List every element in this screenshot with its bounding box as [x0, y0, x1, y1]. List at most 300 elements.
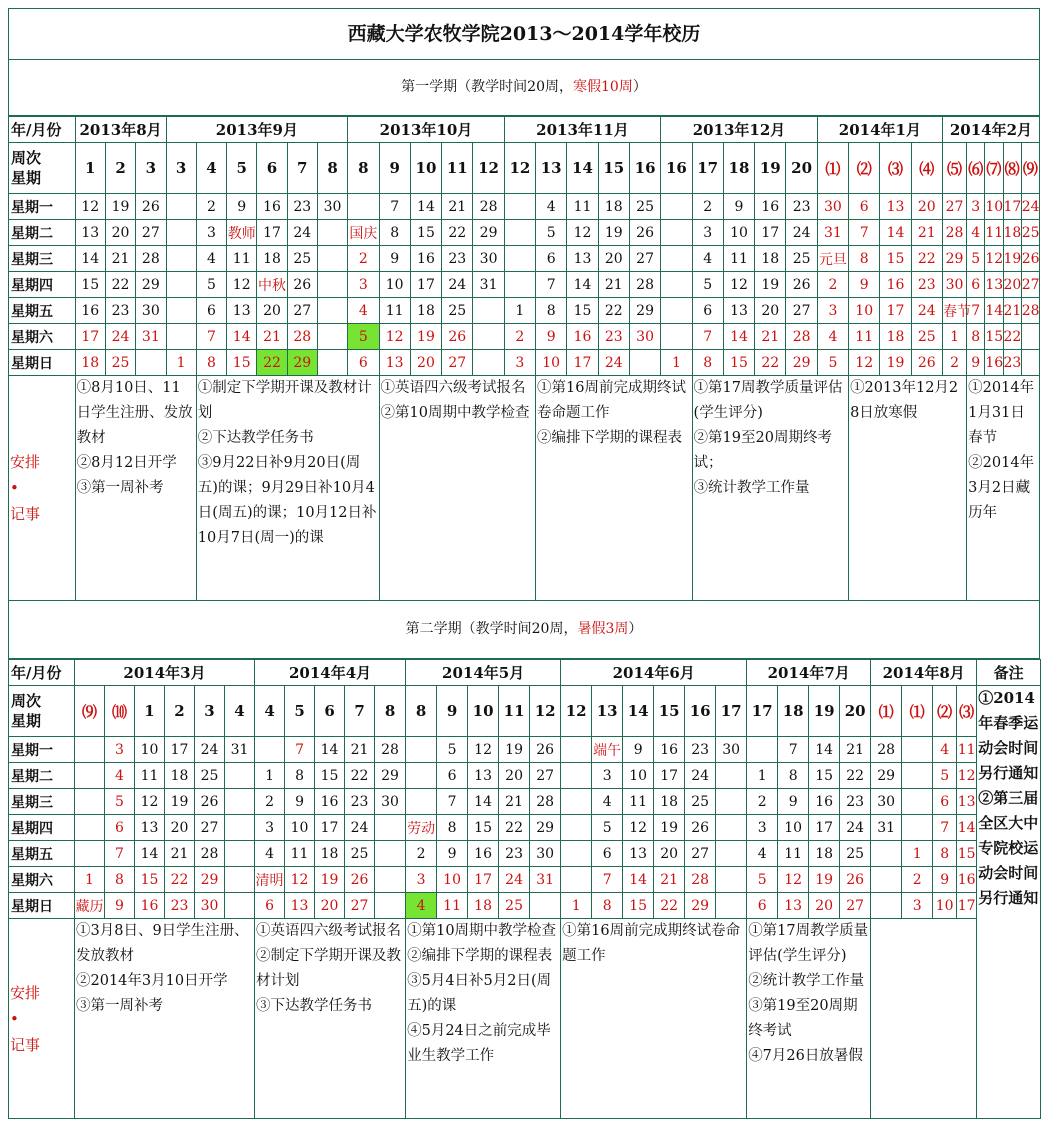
- week-label: 周次: [11, 149, 42, 167]
- day-cell: [225, 841, 255, 867]
- day-cell: 15: [809, 763, 840, 789]
- weekday-label: 星期三: [9, 246, 76, 272]
- page-title: 西藏大学农牧学院2013～2014学年校历: [8, 8, 1040, 60]
- day-cell: 20: [257, 298, 287, 324]
- day-cell: [225, 763, 255, 789]
- day-cell: 24: [442, 272, 473, 298]
- day-cell: [661, 324, 692, 350]
- day-cell: [406, 737, 437, 763]
- day-cell: 12: [849, 350, 880, 376]
- day-cell: 20: [911, 194, 942, 220]
- remark-item: ②第三届全区大中专院校运动会时间另行通知: [978, 789, 1039, 907]
- day-cell: 10: [379, 272, 410, 298]
- day-cell: [317, 246, 347, 272]
- day-cell: 4: [967, 220, 985, 246]
- week-number: 19: [755, 143, 786, 194]
- week-number: 10: [468, 686, 499, 737]
- day-cell: 4: [933, 737, 957, 763]
- day-cell: 17: [1003, 194, 1021, 220]
- week-number: ⑺: [985, 143, 1003, 194]
- day-cell: 25: [1021, 220, 1039, 246]
- week-number: ⑷: [911, 143, 942, 194]
- week-number: ⑴: [817, 143, 848, 194]
- month-header: 2014年7月: [747, 660, 871, 686]
- day-cell: [716, 841, 747, 867]
- day-cell: 7: [849, 220, 880, 246]
- arrange-label-line: •: [10, 1009, 19, 1028]
- day-cell: 3: [255, 815, 285, 841]
- day-cell: 2: [692, 194, 723, 220]
- day-cell: 4: [255, 841, 285, 867]
- day-cell: [561, 815, 592, 841]
- day-cell: 30: [716, 737, 747, 763]
- week-number: 8: [348, 143, 379, 194]
- day-cell: [504, 272, 535, 298]
- day-cell: 17: [880, 298, 911, 324]
- day-cell: 15: [985, 324, 1003, 350]
- day-cell: 3: [196, 220, 226, 246]
- day-cell: [661, 298, 692, 324]
- day-cell: [504, 220, 535, 246]
- day-cell: 16: [567, 324, 598, 350]
- day-cell: 19: [755, 272, 786, 298]
- day-cell: 15: [75, 272, 105, 298]
- day-cell: 9: [723, 194, 754, 220]
- day-cell: 29: [786, 350, 817, 376]
- note-item: ①制定下学期开课及教材计划: [197, 380, 372, 421]
- day-cell: 20: [105, 220, 135, 246]
- day-cell: [716, 789, 747, 815]
- week-number: 3: [166, 143, 196, 194]
- day-cell: [902, 737, 933, 763]
- day-cell: [902, 789, 933, 815]
- day-cell: 26: [629, 220, 660, 246]
- month-notes: [692, 376, 849, 601]
- day-cell: 19: [410, 324, 441, 350]
- day-cell: 29: [871, 763, 902, 789]
- day-cell: 22: [257, 350, 287, 376]
- day-cell: [661, 194, 692, 220]
- day-cell: 9: [536, 324, 567, 350]
- day-cell: 13: [227, 298, 257, 324]
- day-cell: 10: [536, 350, 567, 376]
- day-cell: 6: [692, 298, 723, 324]
- week-number: 10: [410, 143, 441, 194]
- day-cell: 1: [902, 841, 933, 867]
- day-cell: [75, 763, 105, 789]
- note-item: ③第一周补考: [76, 480, 164, 496]
- day-cell: 清明: [255, 867, 285, 893]
- day-cell: 23: [786, 194, 817, 220]
- day-cell: 13: [285, 893, 315, 919]
- day-cell: 16: [880, 272, 911, 298]
- week-number: 2: [165, 686, 195, 737]
- week-number: 9: [379, 143, 410, 194]
- day-cell: [317, 220, 347, 246]
- day-cell: 19: [880, 350, 911, 376]
- day-cell: 2: [942, 350, 966, 376]
- day-cell: 22: [105, 272, 135, 298]
- week-number: 5: [285, 686, 315, 737]
- day-cell: 10: [285, 815, 315, 841]
- day-cell: 18: [880, 324, 911, 350]
- week-number: 8: [317, 143, 347, 194]
- day-cell: [375, 893, 406, 919]
- semester2-heading-vacation: 暑假3周: [577, 621, 629, 637]
- day-cell: 10: [623, 763, 654, 789]
- day-cell: 25: [345, 841, 375, 867]
- day-cell: 13: [985, 272, 1003, 298]
- day-cell: 30: [136, 298, 166, 324]
- day-cell: 25: [786, 246, 817, 272]
- day-cell: [1021, 350, 1039, 376]
- month-notes: [536, 376, 693, 601]
- day-cell: 20: [1003, 272, 1021, 298]
- day-cell: 18: [809, 841, 840, 867]
- week-day-label: [9, 143, 76, 194]
- note-item: ②统计教学工作量: [748, 973, 865, 989]
- day-cell: 7: [379, 194, 410, 220]
- day-cell: 28: [786, 324, 817, 350]
- day-cell: 27: [287, 298, 317, 324]
- day-cell: 3: [692, 220, 723, 246]
- day-cell: 2: [348, 246, 379, 272]
- day-cell: [75, 841, 105, 867]
- week-number: 6: [257, 143, 287, 194]
- day-cell: 22: [442, 220, 473, 246]
- day-cell: 20: [654, 841, 685, 867]
- note-item: ②下达教学任务书: [197, 430, 314, 446]
- week-number: 9: [437, 686, 468, 737]
- day-cell: 9: [967, 350, 985, 376]
- month-notes: [406, 919, 561, 1119]
- day-cell: [225, 893, 255, 919]
- day-cell: [716, 763, 747, 789]
- day-cell: 31: [136, 324, 166, 350]
- week-number: ⑴: [902, 686, 933, 737]
- day-cell: 23: [911, 272, 942, 298]
- day-cell: 中秋: [257, 272, 287, 298]
- day-cell: 27: [530, 763, 561, 789]
- day-cell: 24: [195, 737, 225, 763]
- day-cell: 12: [567, 220, 598, 246]
- day-cell: 28: [195, 841, 225, 867]
- day-cell: 14: [410, 194, 441, 220]
- day-cell: 8: [592, 893, 623, 919]
- day-cell: 17: [75, 324, 105, 350]
- day-cell: 27: [629, 246, 660, 272]
- semester2-heading: [8, 601, 1040, 659]
- day-cell: 8: [849, 246, 880, 272]
- day-cell: 11: [778, 841, 809, 867]
- day-cell: [871, 893, 902, 919]
- week-number: 19: [809, 686, 840, 737]
- semester2-heading-prefix: 第二学期（教学时间20周，: [405, 621, 578, 637]
- month-notes: [561, 919, 747, 1119]
- day-cell: 17: [257, 220, 287, 246]
- day-cell: 18: [1003, 220, 1021, 246]
- day-cell: 20: [499, 763, 530, 789]
- remark-header: 备注: [977, 660, 1041, 686]
- week-number: ⑸: [942, 143, 966, 194]
- day-cell: [375, 815, 406, 841]
- day-cell: 19: [165, 789, 195, 815]
- note-item: ②第10周期中教学检查: [380, 405, 530, 421]
- day-cell: 7: [967, 298, 985, 324]
- day-cell: 6: [105, 815, 135, 841]
- day-cell: 9: [849, 272, 880, 298]
- day-cell: 14: [723, 324, 754, 350]
- day-cell: [317, 324, 347, 350]
- note-item: ③第19至20周期终考试: [748, 998, 858, 1039]
- month-notes: [196, 376, 379, 601]
- month-notes: [871, 919, 977, 1119]
- day-cell: [902, 763, 933, 789]
- week-number: 4: [196, 143, 226, 194]
- day-cell: 16: [75, 298, 105, 324]
- month-header: 2014年3月: [75, 660, 255, 686]
- day-cell: 3: [348, 272, 379, 298]
- day-cell: 21: [598, 272, 629, 298]
- day-cell: 28: [629, 272, 660, 298]
- day-cell: 劳动: [406, 815, 437, 841]
- day-cell: [871, 867, 902, 893]
- day-cell: 4: [536, 194, 567, 220]
- note-item: ①第17周教学质量评估(学生评分): [748, 923, 869, 964]
- day-cell: 15: [315, 763, 345, 789]
- semester1-heading-vacation: 寒假10周: [573, 79, 633, 95]
- day-cell: 2: [747, 789, 778, 815]
- weekday-label: 星期五: [9, 298, 76, 324]
- day-cell: [225, 789, 255, 815]
- day-cell: [225, 815, 255, 841]
- day-cell: 23: [598, 324, 629, 350]
- day-cell: 30: [629, 324, 660, 350]
- day-cell: 13: [880, 194, 911, 220]
- day-cell: 14: [957, 815, 977, 841]
- month-notes: [379, 376, 536, 601]
- day-cell: 16: [468, 841, 499, 867]
- day-cell: 21: [840, 737, 871, 763]
- day-cell: 12: [379, 324, 410, 350]
- day-cell: [317, 298, 347, 324]
- arrange-label-line: 安排: [10, 983, 41, 1002]
- day-cell: 13: [135, 815, 165, 841]
- day-cell: 21: [755, 324, 786, 350]
- day-cell: 27: [840, 893, 871, 919]
- day-cell: 5: [747, 867, 778, 893]
- day-cell: 31: [530, 867, 561, 893]
- note-item: ①8月10日、11日学生注册、发放教材: [76, 380, 193, 446]
- day-cell: 8: [692, 350, 723, 376]
- day-cell: 30: [473, 246, 504, 272]
- note-item: ②2014年3月2日藏历年: [968, 455, 1035, 521]
- note-item: ③第一周补考: [76, 998, 163, 1014]
- day-cell: 28: [287, 324, 317, 350]
- day-cell: 12: [227, 272, 257, 298]
- day-cell: 14: [567, 272, 598, 298]
- day-cell: [75, 815, 105, 841]
- day-cell: 10: [849, 298, 880, 324]
- month-notes: [849, 376, 967, 601]
- day-cell: 2: [196, 194, 226, 220]
- day-cell: 7: [592, 867, 623, 893]
- day-cell: 23: [345, 789, 375, 815]
- day-cell: 22: [499, 815, 530, 841]
- week-number: ⑼: [75, 686, 105, 737]
- day-cell: 26: [530, 737, 561, 763]
- day-cell: 4: [747, 841, 778, 867]
- weekday-label: 星期六: [9, 324, 76, 350]
- day-cell: 27: [942, 194, 966, 220]
- day-cell: 19: [809, 867, 840, 893]
- day-cell: 23: [105, 298, 135, 324]
- month-header: 2014年6月: [561, 660, 747, 686]
- day-cell: 25: [105, 350, 135, 376]
- day-cell: [871, 841, 902, 867]
- month-header: 2014年5月: [406, 660, 561, 686]
- day-cell: 24: [786, 220, 817, 246]
- day-cell: 17: [315, 815, 345, 841]
- week-number: 1: [75, 143, 105, 194]
- day-cell: 8: [778, 763, 809, 789]
- day-cell: 31: [871, 815, 902, 841]
- note-item: ③统计教学工作量: [693, 480, 810, 496]
- day-cell: [902, 815, 933, 841]
- day-cell: 12: [135, 789, 165, 815]
- day-cell: 24: [840, 815, 871, 841]
- weekday-label: 星期四: [9, 272, 76, 298]
- day-cell: [716, 815, 747, 841]
- day-cell: 24: [685, 763, 716, 789]
- semester1-table: [8, 116, 1040, 601]
- day-cell: 6: [536, 246, 567, 272]
- day-cell: 18: [75, 350, 105, 376]
- day-cell: 18: [410, 298, 441, 324]
- day-label: 星期: [11, 712, 42, 730]
- day-cell: 17: [567, 350, 598, 376]
- day-cell: [375, 841, 406, 867]
- day-cell: 8: [285, 763, 315, 789]
- day-cell: [255, 737, 285, 763]
- day-cell: 11: [379, 298, 410, 324]
- note-item: ①英语四六级考试报名: [380, 380, 526, 396]
- day-cell: 9: [778, 789, 809, 815]
- day-cell: 22: [345, 763, 375, 789]
- arrange-label-line: 安排: [10, 453, 41, 471]
- month-notes: [967, 376, 1040, 601]
- weekday-label: 星期四: [9, 815, 75, 841]
- day-cell: 24: [1021, 194, 1039, 220]
- week-number: 15: [654, 686, 685, 737]
- week-number: 12: [504, 143, 535, 194]
- day-cell: 7: [105, 841, 135, 867]
- day-cell: 25: [685, 789, 716, 815]
- day-cell: [166, 246, 196, 272]
- day-cell: 13: [957, 789, 977, 815]
- week-number: 11: [442, 143, 473, 194]
- day-cell: [561, 867, 592, 893]
- day-cell: 20: [755, 298, 786, 324]
- day-cell: 21: [911, 220, 942, 246]
- day-cell: 11: [135, 763, 165, 789]
- day-cell: 21: [1003, 298, 1021, 324]
- day-cell: 12: [468, 737, 499, 763]
- day-cell: 22: [165, 867, 195, 893]
- day-cell: 29: [375, 763, 406, 789]
- week-number: ⑻: [1003, 143, 1021, 194]
- week-number: 7: [287, 143, 317, 194]
- week-number: 11: [499, 686, 530, 737]
- day-cell: 25: [840, 841, 871, 867]
- calendar-page: [8, 8, 1040, 1119]
- week-number: 18: [723, 143, 754, 194]
- weekday-label: 星期二: [9, 763, 75, 789]
- day-cell: 21: [654, 867, 685, 893]
- week-number: 15: [598, 143, 629, 194]
- day-cell: 6: [967, 272, 985, 298]
- day-cell: [530, 893, 561, 919]
- arrange-label-line: 记事: [10, 505, 41, 523]
- day-cell: 15: [567, 298, 598, 324]
- day-cell: 12: [778, 867, 809, 893]
- day-cell: 1: [942, 324, 966, 350]
- day-cell: 端午: [592, 737, 623, 763]
- day-cell: 22: [654, 893, 685, 919]
- note-item: ④5月24日之前完成毕业生教学工作: [407, 1023, 551, 1064]
- semester1-heading-prefix: 第一学期（教学时间20周，: [401, 79, 573, 95]
- day-cell: 9: [379, 246, 410, 272]
- day-cell: 20: [165, 815, 195, 841]
- week-number: ⑴: [871, 686, 902, 737]
- semester1-heading: [8, 60, 1040, 116]
- day-cell: 11: [437, 893, 468, 919]
- day-cell: 3: [105, 737, 135, 763]
- day-cell: 30: [317, 194, 347, 220]
- day-cell: 1: [255, 763, 285, 789]
- day-cell: 6: [196, 298, 226, 324]
- day-cell: 8: [437, 815, 468, 841]
- remark-cell: [977, 686, 1041, 1119]
- day-cell: 27: [345, 893, 375, 919]
- day-cell: 9: [227, 194, 257, 220]
- day-cell: 15: [468, 815, 499, 841]
- day-cell: 29: [685, 893, 716, 919]
- day-cell: 11: [723, 246, 754, 272]
- day-cell: 29: [287, 350, 317, 376]
- month-header: 2013年8月: [75, 117, 166, 143]
- day-cell: 25: [499, 893, 530, 919]
- day-cell: 27: [195, 815, 225, 841]
- week-number: 16: [685, 686, 716, 737]
- week-number: 4: [255, 686, 285, 737]
- day-cell: 30: [375, 789, 406, 815]
- day-cell: 3: [592, 763, 623, 789]
- note-item: ①第17周教学质量评估(学生评分): [693, 380, 843, 421]
- day-cell: 15: [410, 220, 441, 246]
- day-cell: 8: [536, 298, 567, 324]
- day-cell: 30: [871, 789, 902, 815]
- day-cell: 31: [225, 737, 255, 763]
- day-cell: 21: [442, 194, 473, 220]
- day-cell: 15: [227, 350, 257, 376]
- month-notes: [747, 919, 871, 1119]
- day-cell: [136, 350, 166, 376]
- day-cell: 1: [661, 350, 692, 376]
- day-cell: 1: [75, 867, 105, 893]
- day-cell: 18: [257, 246, 287, 272]
- day-cell: [661, 220, 692, 246]
